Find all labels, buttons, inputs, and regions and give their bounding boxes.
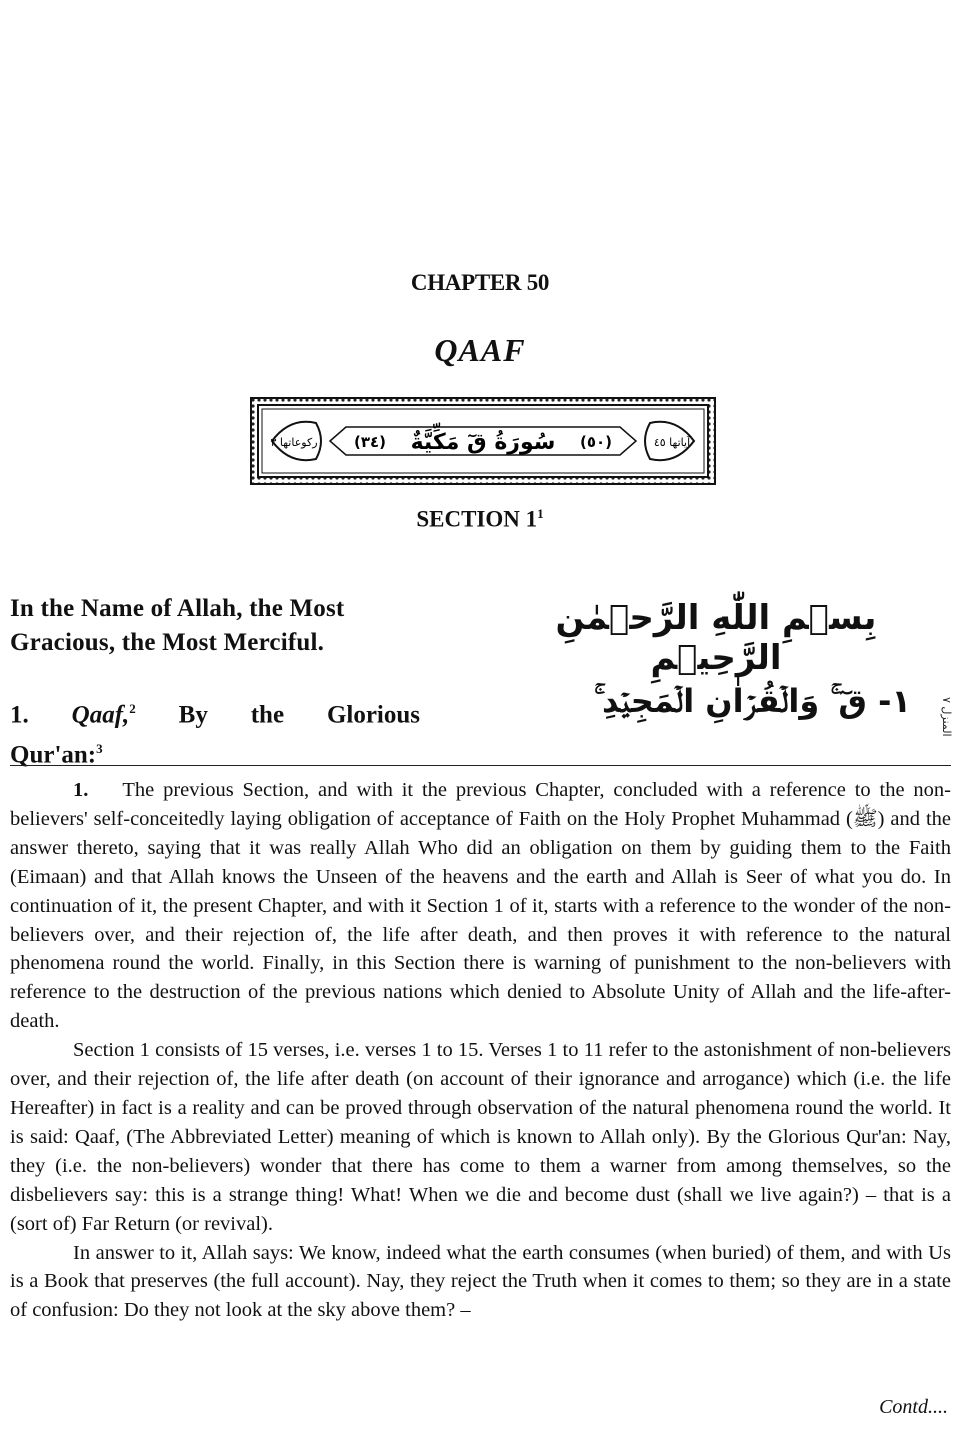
manzil-marker: المنزل ٧ (940, 697, 953, 737)
commentary-paragraph-1 (10, 776, 951, 1036)
verse-footnote-b: 3 (96, 741, 103, 757)
verse-1-english (10, 692, 420, 773)
verse-number: 1. (10, 701, 29, 729)
commentary-paragraph-3: In answer to it, Allah says: We know, indeed what the earth consumes (when buried) of them, and with Us is a Book that preserves (the full account). Nay, they reject the Truth when it comes to them; so they are in a state of confusion: Do they not look at the sky above them? – (10, 1241, 951, 1322)
banner-left-text: رکوعاتها ۳ (270, 436, 318, 449)
basmala-arabic: بِسۡمِ اللّٰهِ الرَّحۡمٰنِ الرَّحِيۡمِ (555, 598, 877, 678)
commentary-paragraph-2: Section 1 consists of 15 verses, i.e. verses 1 to 15. Verses 1 to 11 refer to the astonishment of non-believers over, and their rejection of, the life after death (on account of their ignorance and arrogance) which (i.e. the life Hereafter) in fact is a reality and can be proved through observation of the natural phenomena round the world. It is said: Qaaf, (The Abbreviated Letter) meaning of which is known to Allah only). By the Glorious Qur'an: Nay, they (i.e. the non-believers) wonder that there has come to them a warner from among themselves, so the disbelievers say: this is a strange thing! What! When we die and become dust (shall we live again?) – that is a (sort of) Far Return (or revival). (10, 1039, 951, 1235)
commentary-text-1: The previous Section, and with it the previous Chapter, concluded with a reference to the non-believers' self-conceitedly laying obligation of acceptance of Faith on the Holy Prophet Muhammad (ﷺ) and the answer thereto, saying that it was really Allah Who did an obligation on them by guiding them to the Faith (Eimaan) and that Allah knows the Unseen of the heavens and the earth and Allah is Seer of what you do. In continuation of it, the present Chapter, and with it Section 1 of it, starts with a reference to the wonder of the non-believers over, and their rejection of, the life after death, and then proves it with reference to the natural phenomena round the world. Finally, in this Section there is warning of punishment to the non-believers with reference to the destruction of the previous nations which denied to Absolute Unity of Allah and the life-after-death. (10, 779, 951, 1033)
continued-label: Contd.... (879, 1396, 948, 1418)
section-heading (0, 506, 960, 533)
section-footnote: 1 (537, 506, 544, 521)
verse-text: By the Glorious (178, 701, 421, 729)
verse-1-line-1 (10, 692, 420, 732)
banner-surah-number: (٥٠) (579, 433, 613, 451)
banner-revelation-order: (٣٤) (353, 433, 387, 451)
divider-rule (10, 765, 951, 766)
surah-banner (250, 397, 716, 485)
commentary (10, 776, 951, 1325)
verse-word: Qaaf, (71, 701, 130, 729)
commentary-number: 1. (73, 779, 89, 801)
banner-right-text: آياتها ٤٥ (653, 436, 691, 449)
section-label: SECTION 1 (416, 506, 538, 532)
verse-1-line-2 (10, 732, 420, 772)
verse-footnote-a: 2 (129, 701, 136, 716)
verse-1-arabic: ١- قٓ ۚ وَالۡقُرۡاٰنِ الۡمَجِيۡدِ ۚ (594, 682, 911, 720)
chapter-label: CHAPTER 50 (410, 270, 550, 295)
banner-surah-title: سُورَةُ قٓ مَكِّيَّةٌ (410, 430, 556, 455)
surah-name: QAAF (434, 332, 526, 368)
basmala-english: In the Name of Allah, the Most Gracious, the Most Merciful. (10, 595, 345, 656)
verse-text-end: Qur'an: (10, 741, 97, 769)
